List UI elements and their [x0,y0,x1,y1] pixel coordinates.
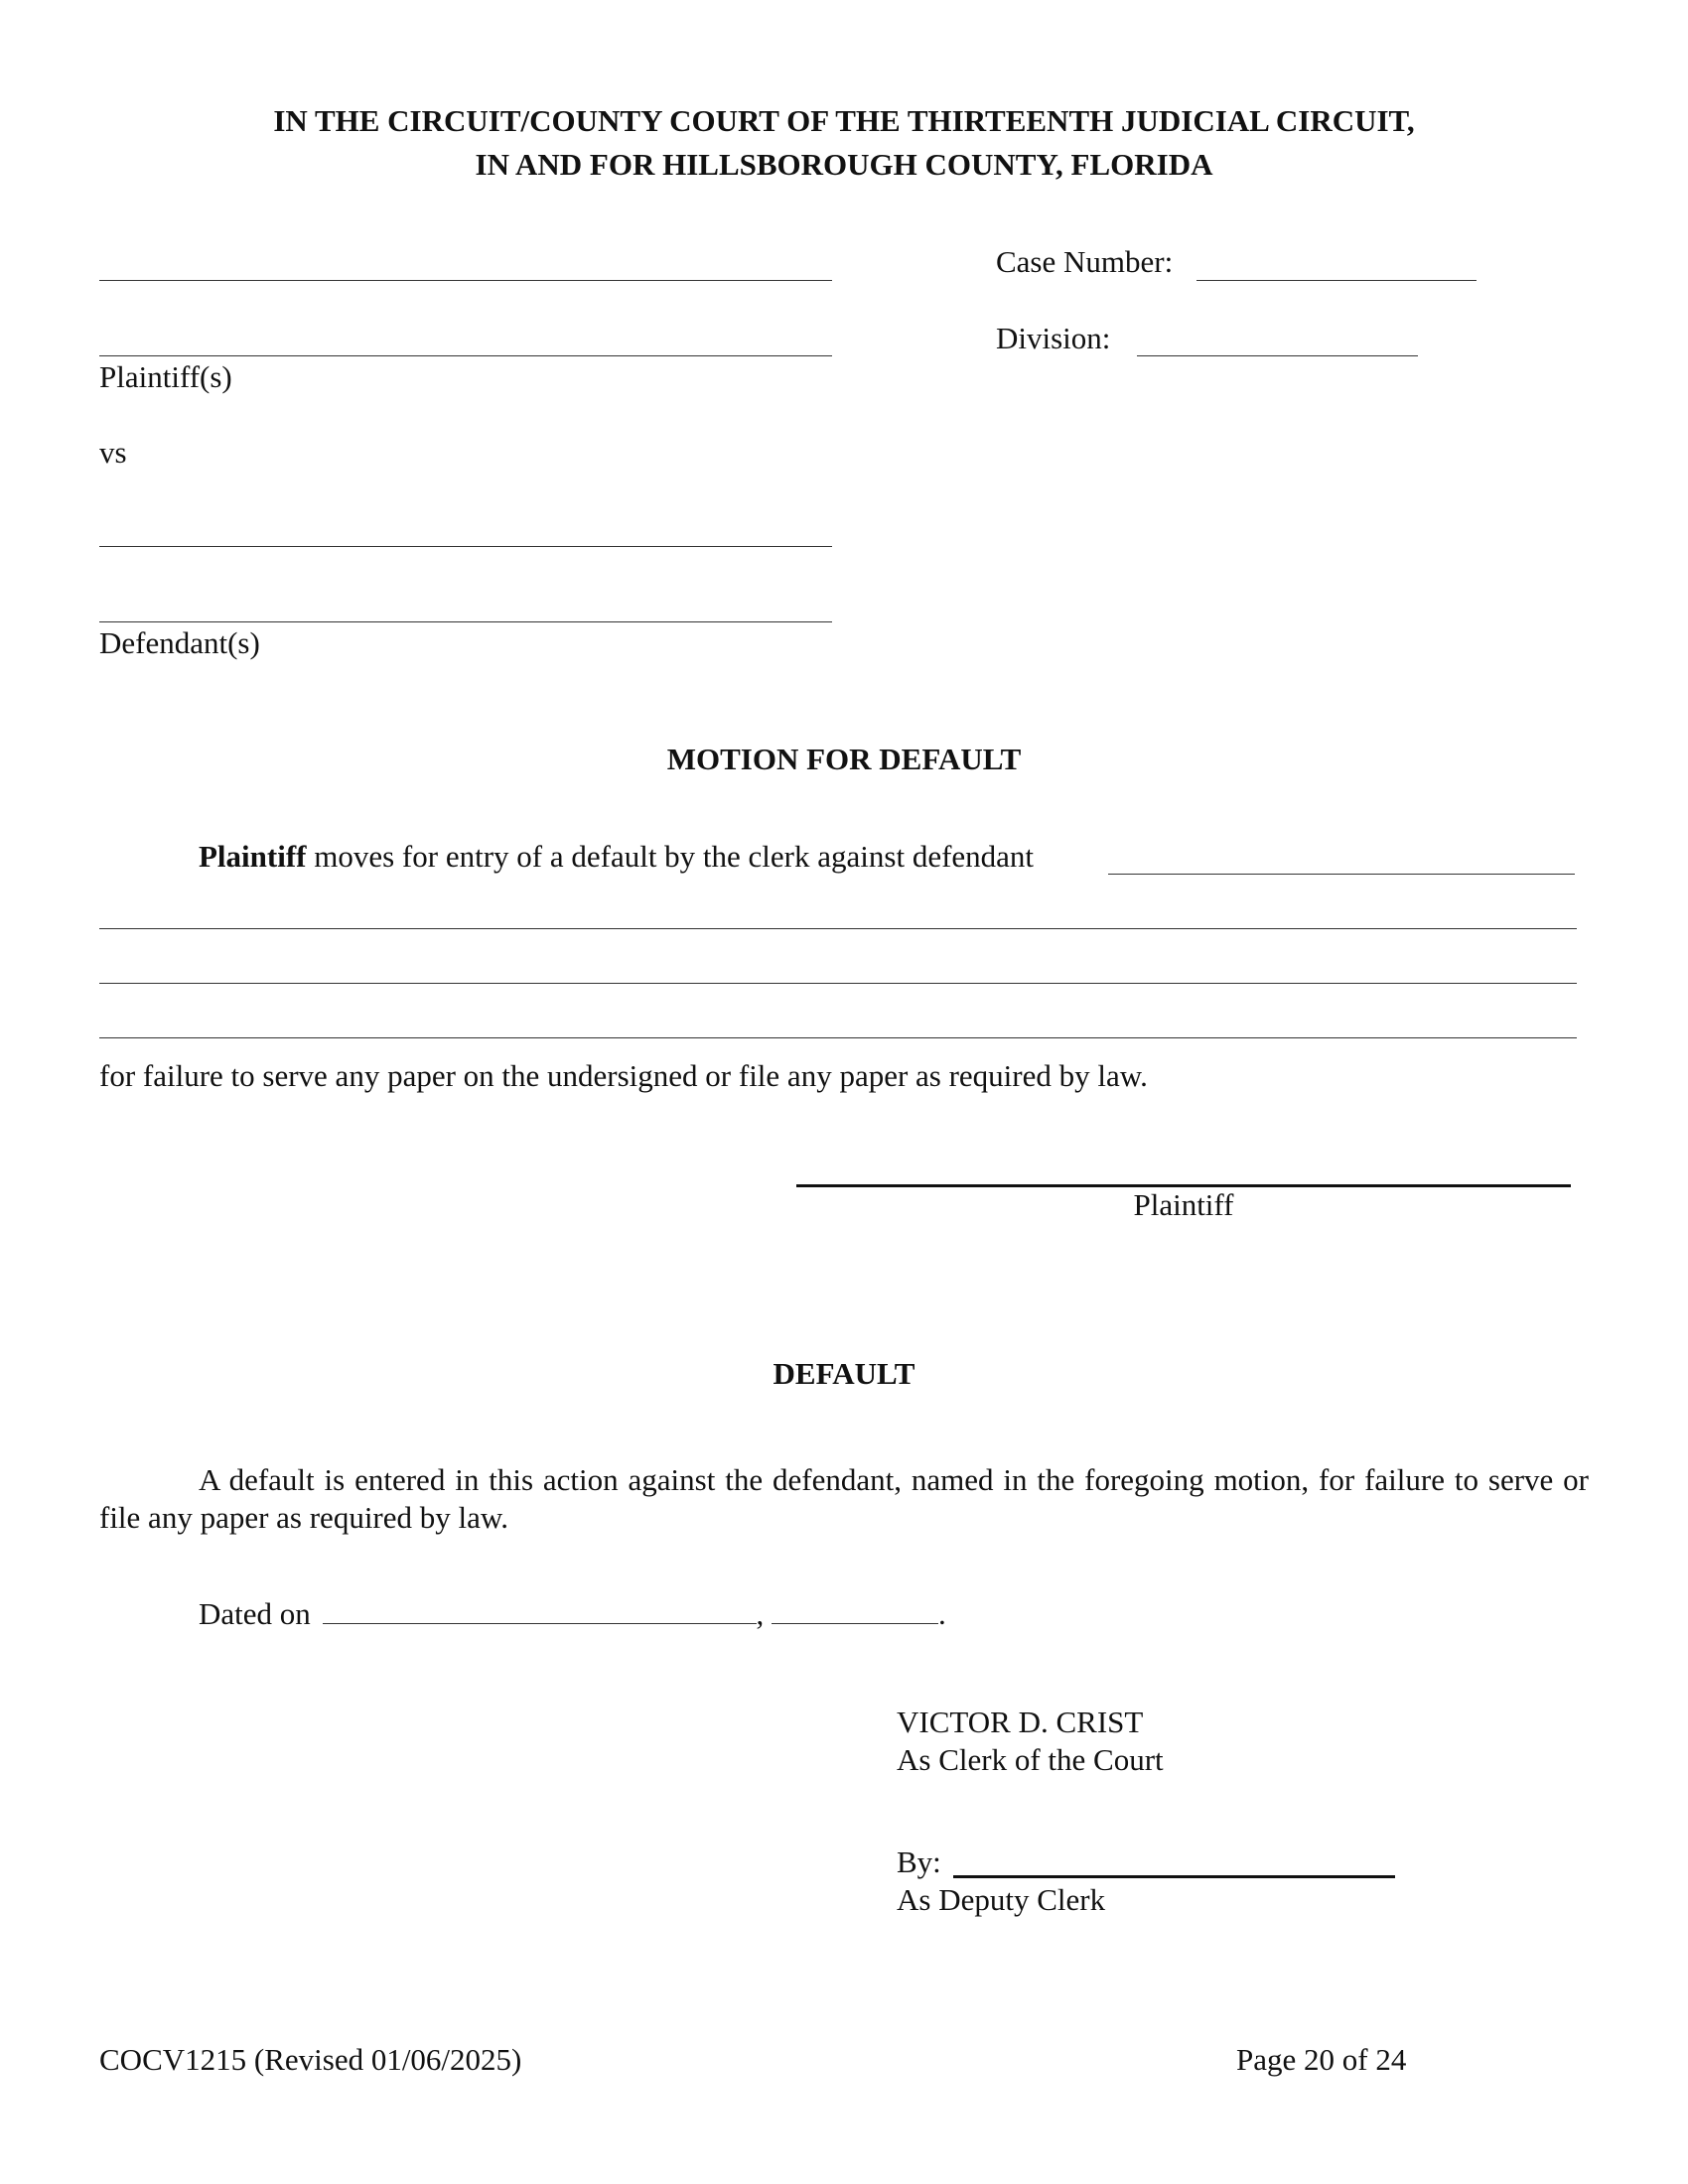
default-title: DEFAULT [773,1356,915,1391]
division-label: Division: [996,321,1111,355]
plaintiff-blank-line-2[interactable] [99,355,832,356]
dated-label: Dated on [199,1596,311,1631]
plaintiff-blank-line-1[interactable] [99,280,832,281]
dated-year-blank[interactable] [772,1595,938,1624]
motion-closing-text: for failure to serve any paper on the undersigned or file any paper as required by law. [99,1058,1148,1093]
by-label: By: [897,1844,941,1879]
plaintiff-signature-label: Plaintiff [1133,1187,1234,1222]
case-number-blank[interactable] [1196,280,1477,281]
plaintiffs-label: Plaintiff(s) [99,359,232,394]
division-blank[interactable] [1137,355,1418,356]
motion-lead-bold: Plaintiff [199,839,307,874]
footer-form-id: COCV1215 (Revised 01/06/2025) [99,2042,522,2077]
motion-blank-line-3[interactable] [99,1037,1577,1038]
clerk-name: VICTOR D. CRIST [897,1705,1144,1739]
motion-blank-line-2[interactable] [99,983,1577,984]
clerk-title: As Clerk of the Court [897,1742,1164,1777]
defendant-name-blank[interactable] [1108,874,1575,875]
motion-lead-text: moves for entry of a default by the clerk against defendant [314,839,1035,874]
deputy-clerk-signature-line[interactable] [953,1875,1395,1878]
dated-period: . [938,1596,946,1631]
defendant-blank-line-2[interactable] [99,621,832,622]
dated-date-blank[interactable] [323,1595,757,1624]
defendant-blank-line-1[interactable] [99,546,832,547]
footer-page-number: Page 20 of 24 [1236,2042,1407,2077]
motion-lead-sentence [199,839,1034,875]
defendants-label: Defendant(s) [99,625,260,660]
case-number-label: Case Number: [996,244,1174,279]
deputy-clerk-label: As Deputy Clerk [897,1882,1106,1917]
motion-blank-line-1[interactable] [99,928,1577,929]
dated-line [199,1595,946,1632]
default-body: A default is entered in this action against the defendant, named in the foregoing motion, for failure to serve or file any paper as required by law. [99,1462,1589,1535]
court-header-line-1: IN THE CIRCUIT/COUNTY COURT OF THE THIRTEENTH JUDICIAL CIRCUIT, [273,103,1415,138]
court-header-line-2: IN AND FOR HILLSBOROUGH COUNTY, FLORIDA [475,147,1213,182]
motion-title: MOTION FOR DEFAULT [666,742,1022,776]
vs-label: vs [99,435,127,470]
dated-comma: , [756,1596,765,1631]
